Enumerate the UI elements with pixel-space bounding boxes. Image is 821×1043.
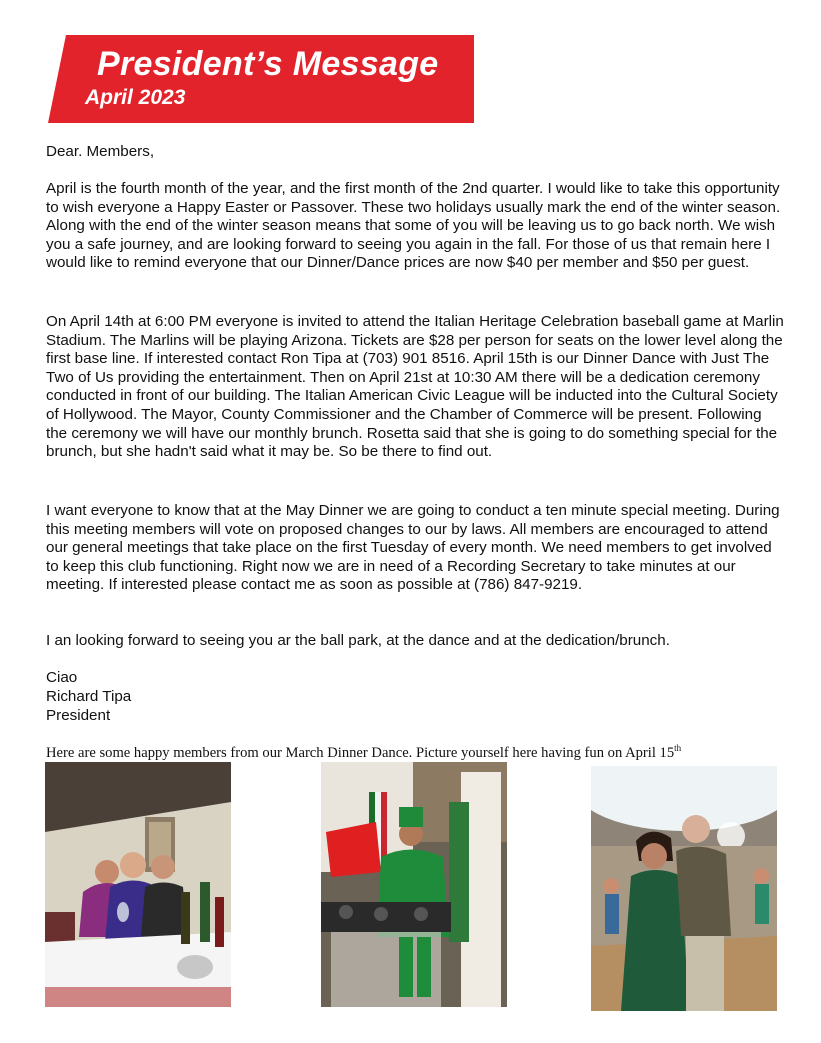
paragraph-1: April is the fourth month of the year, and the first month of the 2nd quarter. I would like to take this opportunity to wish everyone a Happy Easter or Passover. These two holidays usually mark the end of the winter season. Along with the end of the winter season means that some of you will be leaving us to go back north. We wish you a safe journey, and are looking forward to seeing you again in the fall. For those of us that remain here I would like to remind everyone that our Dinner/Dance prices are now $40 per member and $50 per guest. — [46, 180, 781, 272]
page-title: President’s Message — [97, 45, 439, 83]
salutation: Dear. Members, — [46, 143, 155, 160]
photo-dinner-table — [45, 762, 231, 1007]
closing: Ciao — [46, 669, 78, 686]
photo-caption — [46, 743, 681, 762]
photo-dj — [321, 762, 507, 1007]
paragraph-3: I want everyone to know that at the May Dinner we are going to conduct a ten minute special meeting. During this meeting members will vote on proposed changes to our by laws. All members are encouraged to attend our general meetings that take place on the first Tuesday of every month. We need members to get involved to keep this club functioning. Right now we are in need of a Recording Secretary to take minutes at our meeting. If interested please contact me as soon as possible at (786) 847-9219. — [46, 502, 780, 594]
signature-title: President — [46, 707, 111, 724]
signature-name: Richard Tipa — [46, 688, 132, 705]
photo-caption-sup: th — [674, 743, 682, 753]
photo-caption-text: Here are some happy members from our March Dinner Dance. Picture yourself here having fun on April 15 — [46, 744, 675, 761]
paragraph-2: On April 14th at 6:00 PM everyone is invited to attend the Italian Heritage Celebration baseball game at Marlin Stadium. The Marlins will be playing Arizona. Tickets are $28 per person for seats on the lower level along the first base line. If interested contact Ron Tipa at (703) 901 8516. April 15th is our Dinner Dance with Just The Two of Us providing the entertainment. Then on April 21st at 10:30 AM there will be a dedication ceremony conducted in front of our building. The Italian American Civic League will be inducted into the Cultural Society of Hollywood. The Mayor, County Commissioner and the Chamber of Commerce will be present. Following the ceremony we will have our monthly brunch. Rosetta said that she is going to do something special for the brunch, but she hadn't said what it may be. So be there to find out. — [46, 313, 784, 461]
paragraph-4: I an looking forward to seeing you ar the ball park, at the dance and at the dedication/brunch. — [46, 632, 670, 649]
page-subtitle: April 2023 — [85, 86, 186, 109]
photo-dancing-couple — [591, 766, 777, 1011]
